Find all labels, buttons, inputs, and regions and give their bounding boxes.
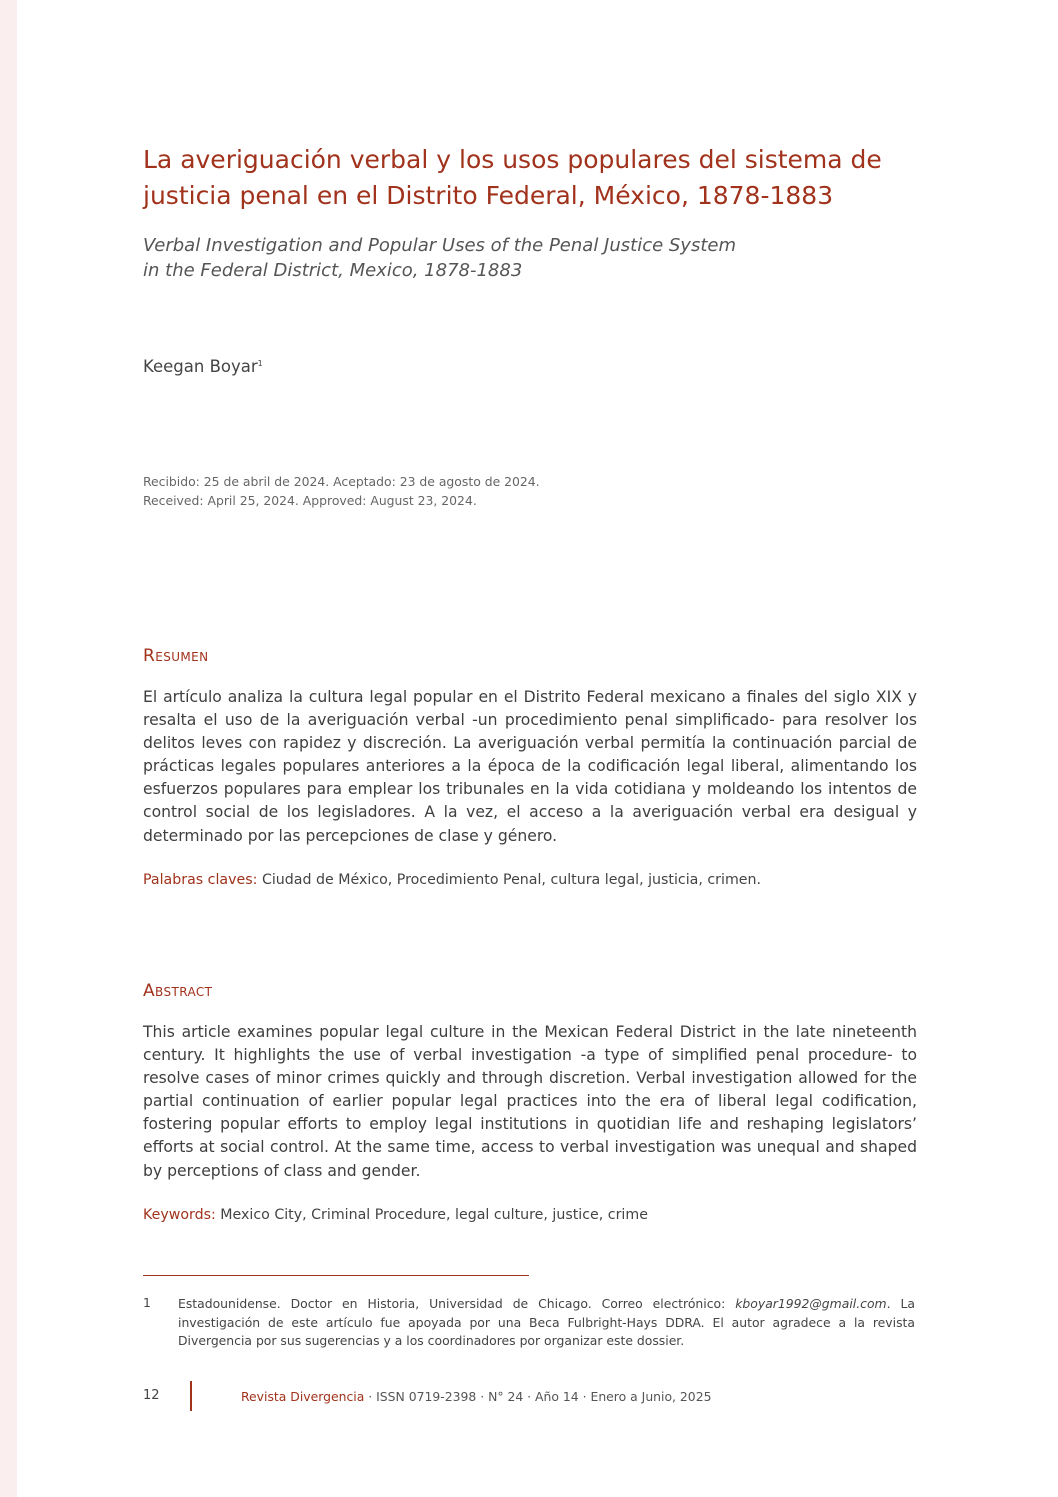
footnote-email-link[interactable]: kboyar1992@gmail.com (735, 1296, 887, 1311)
footnote-separator (143, 1275, 529, 1276)
received-date-en: Received: April 25, 2024. Approved: August 23, 2024. (143, 493, 477, 508)
page-number: 12 (143, 1388, 160, 1403)
subtitle-line-1: Verbal Investigation and Popular Uses of the Penal Justice System (143, 235, 737, 256)
abstract-keywords (143, 1207, 648, 1223)
author-name: Keegan Boyar (143, 357, 258, 376)
subtitle-line-2: in the Federal District, Mexico, 1878-1883 (143, 260, 523, 281)
footnote-marker[interactable]: 1 (257, 359, 263, 368)
article-subtitle (143, 233, 923, 283)
abstract-heading: Abstract (143, 981, 213, 1001)
footnote-text-start: Estadounidense. Doctor en Historia, Universidad de Chicago. Correo electrónico: (178, 1296, 736, 1311)
footer-divider (190, 1381, 192, 1411)
abstract-keywords-list: Mexico City, Criminal Procedure, legal culture, justice, crime (220, 1207, 648, 1223)
submission-dates (143, 472, 540, 510)
footnote-number: 1 (143, 1295, 151, 1310)
journal-details: · ISSN 0719-2398 · N° 24 · Año 14 · Enero a Junio, 2025 (364, 1389, 712, 1404)
footnote-text-end: . La investigación de este artículo fue apoyada por una Beca Fulbright-Hays DDRA. El autor agradece a la revista Divergencia por sus sugerencias y a los coordinadores por organizar este dossier. (178, 1296, 915, 1348)
resumen-keywords-label: Palabras claves: (143, 872, 258, 888)
resumen-body: El artículo analiza la cultura legal popular en el Distrito Federal mexicano a finales del siglo XIX y resalta el uso de la averiguación verbal -un procedimiento penal simplificado- para resolver los delitos leves con rapidez y discreción. La averiguación verbal permitía la continuación parcial de prácticas legales populares anteriores a la época de la codificación legal liberal, alimentando los esfuerzos populares para emplear los tribunales en la vida cotidiana y moldeando los intentos de control social de los legisladores. A la vez, el acceso a la averiguación verbal era desigual y determinado por las percepciones de clase y género. (143, 688, 917, 845)
journal-name: Revista Divergencia (241, 1389, 365, 1404)
footnote-text (178, 1295, 915, 1351)
received-date-es: Recibido: 25 de abril de 2024. Aceptado: 23 de agosto de 2024. (143, 474, 540, 489)
resumen-heading: Resumen (143, 646, 209, 666)
resumen-keywords-list: Ciudad de México, Procedimiento Penal, cultura legal, justicia, crimen. (261, 872, 762, 888)
abstract-body: This article examines popular legal culture in the Mexican Federal District in the late nineteenth century. It highlights the use of verbal investigation -a type of simplified penal procedure- to resolve cases of minor crimes quickly and through discretion. Verbal investigation allowed for the partial continuation of earlier popular legal practices into the era of liberal legal codification, fostering popular efforts to employ legal institutions in quotidian life and reshaping legislators’ efforts at social control. At the same time, access to verbal investigation was unequal and shaped by perceptions of class and gender. (143, 1023, 917, 1180)
resumen-keywords (143, 872, 761, 888)
author-line (143, 357, 263, 376)
running-footer (241, 1389, 711, 1404)
article-title: La averiguación verbal y los usos populares del sistema de justicia penal en el Distrito Federal, México, 1878-1883 (143, 145, 882, 210)
abstract-keywords-label: Keywords: (143, 1207, 216, 1223)
page-margin-strip (0, 0, 17, 1497)
